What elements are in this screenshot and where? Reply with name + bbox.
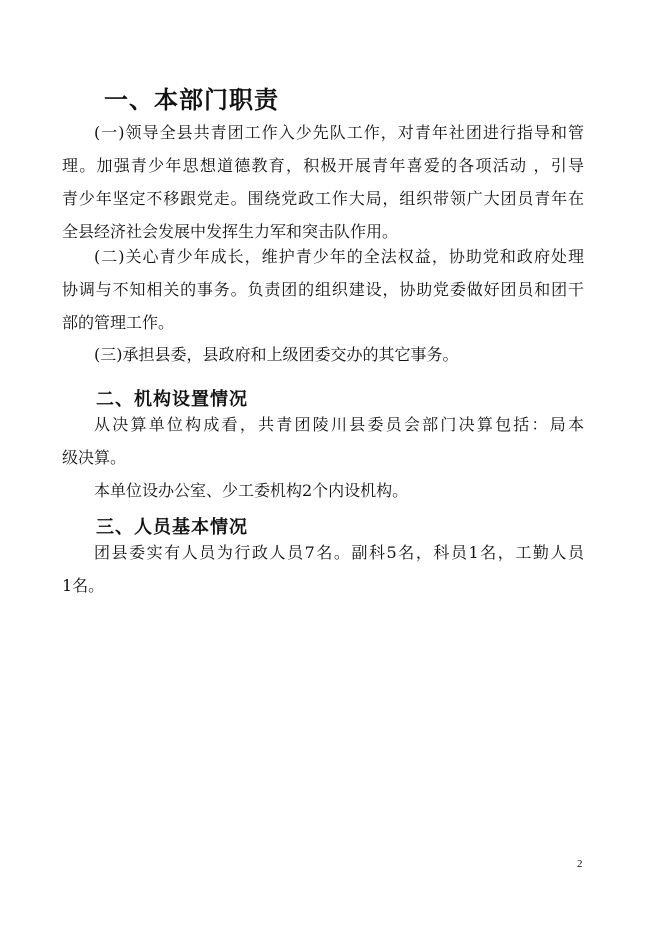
- text-line: 从决算单位构成看，共青团陵川县委员会部门决算包括：局本: [94, 415, 584, 434]
- section2-paragraph-1: [62, 408, 584, 474]
- text-line: 本单位设办公室、少工委机构2个内设机构。: [94, 481, 409, 500]
- section1-heading: 一、本部门职责: [104, 86, 279, 114]
- section2-heading: 二、机构设置情况: [96, 389, 248, 410]
- section3-heading: 三、人员基本情况: [96, 517, 248, 538]
- text-line: 部的管理工作。: [62, 313, 175, 332]
- text-line: (一)领导全县共青团工作入少先队工作，对青年社团进行指导和管: [94, 123, 584, 142]
- text-line: 青少年坚定不移跟党走。围绕党政工作大局，组织带领广大团员青年在: [62, 189, 584, 208]
- text-line: 1名。: [62, 576, 105, 595]
- section1-paragraph-1: [62, 116, 584, 248]
- section3-paragraph-1: [62, 536, 584, 602]
- text-line: (三)承担县委，县政府和上级团委交办的其它事务。: [94, 345, 459, 364]
- text-line: 协调与不知相关的事务。负责团的组织建设，协助党委做好团员和团干: [62, 280, 584, 299]
- text-line: 理。加强青少年思想道德教育，积极开展青年喜爱的各项活动 ，引导: [62, 156, 584, 175]
- text-line: 级决算。: [62, 448, 127, 467]
- text-line: 团县委实有人员为行政人员7名。副科5名，科员1名，工勤人员: [94, 543, 584, 562]
- section1-paragraph-3: [62, 338, 584, 371]
- text-line: (二)关心青少年成长，维护青少年的全法权益，协助党和政府处理: [94, 247, 584, 266]
- text-line: 全县经济社会发展中发挥生力军和突击队作用。: [62, 222, 399, 241]
- page-number: 2: [577, 858, 583, 870]
- section2-paragraph-2: [62, 474, 584, 507]
- section1-paragraph-2: [62, 240, 584, 339]
